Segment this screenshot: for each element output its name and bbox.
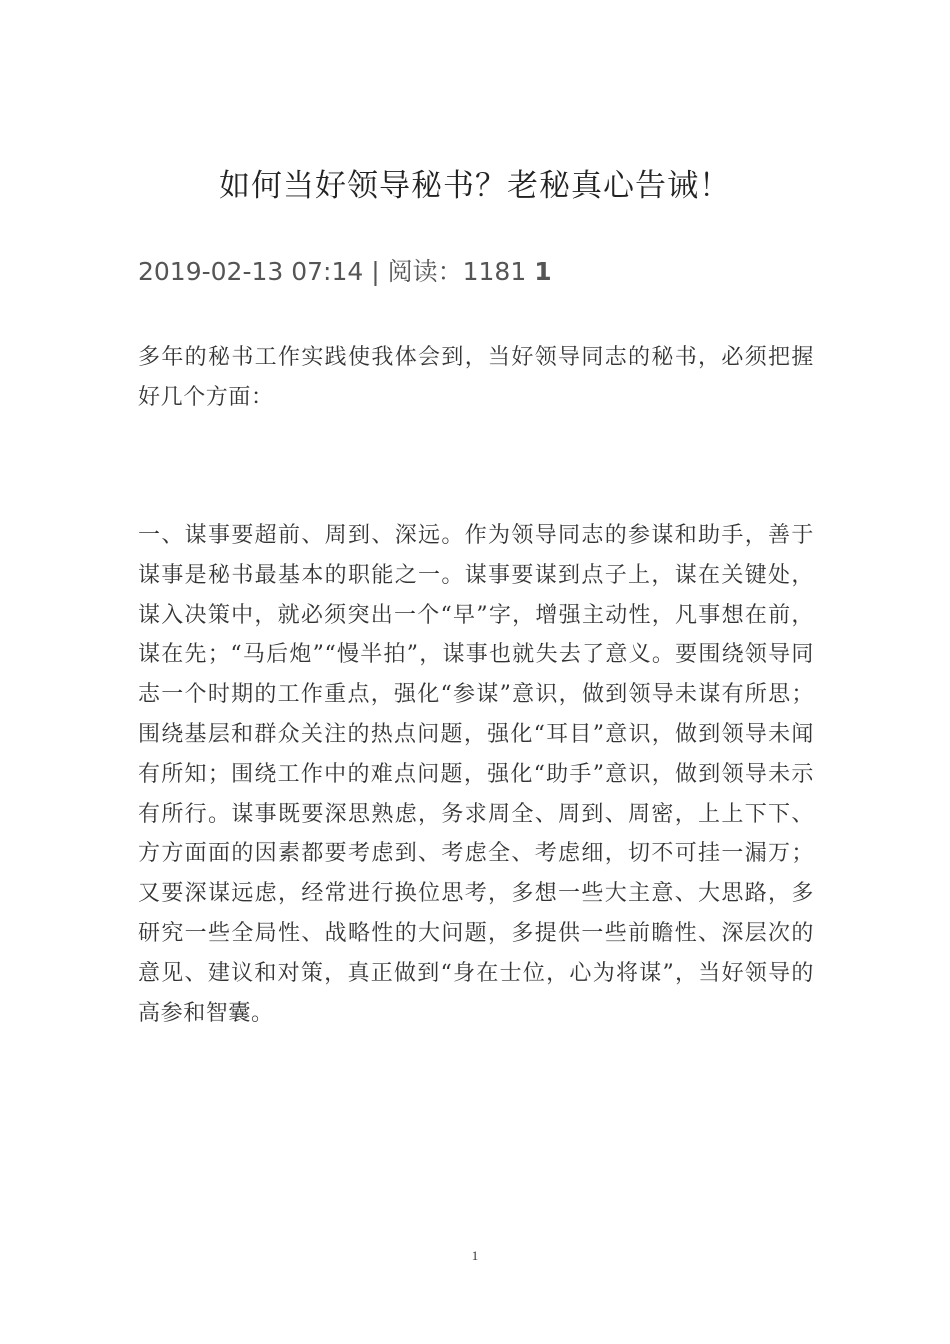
page-number: 1 — [471, 1248, 479, 1263]
intro-paragraph: 多年的秘书工作实践使我体会到，当好领导同志的秘书，必须把握好几个方面： — [138, 345, 814, 410]
date-and-read-count: 2019-02-13 07:14 | 阅读：1181 — [138, 257, 527, 286]
document-title: 如何当好领导秘书？老秘真心告诫！ — [219, 168, 731, 204]
article-meta — [138, 252, 552, 288]
bold-count-marker: 1 — [534, 257, 552, 286]
section-one-paragraph: 一、谋事要超前、周到、深远。作为领导同志的参谋和助手，善于谋事是秘书最基本的职能之一。谋事要谋到点子上，谋在关键处，谋入决策中，就必须突出一个“早”字，增强主动性，凡事想在前，谋在先；“马后炮”“慢半拍”，谋事也就失去了意义。要围绕领导同志一个时期的工作重点，强化“参谋”意识，做到领导未谋有所思；围绕基层和群众关注的热点问题，强化“耳目”意识，做到领导未闻有所知；围绕工作中的难点问题，强化“助手”意识，做到领导未示有所行。谋事既要深思熟虑，务求周全、周到、周密，上上下下、方方面面的因素都要考虑到、考虑全、考虑细，切不可挂一漏万；又要深谋远虑，经常进行换位思考，多想一些大主意、大思路，多研究一些全局性、战略性的大问题，多提供一些前瞻性、深层次的意见、建议和对策，真正做到“身在士位，心为将谋”，当好领导的高参和智囊。 — [138, 523, 814, 1026]
